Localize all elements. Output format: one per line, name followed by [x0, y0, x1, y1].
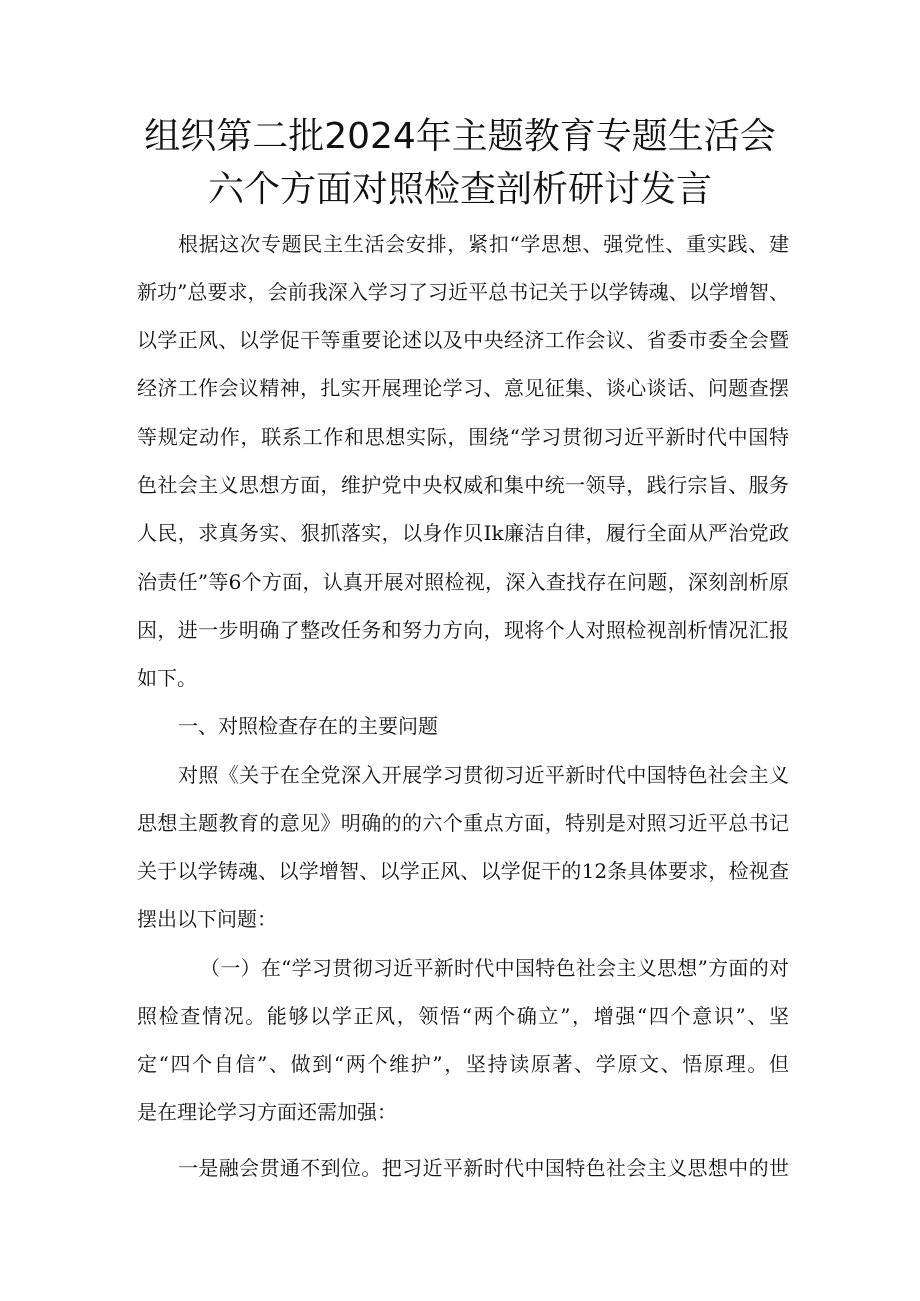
paragraph-line: 如下。 — [137, 666, 197, 690]
document-title-line-2: 六个方面对照检查剖析研讨发言 — [207, 169, 712, 210]
section-heading: 一、对照检查存在的主要问题 — [178, 714, 438, 738]
paragraph-line: 对照《关于在全党深入开展学习贯彻习近平新时代中国特色社会主义 — [178, 763, 789, 787]
paragraph-line: 照检查情况。能够以学正风，领悟“两个确立”，增强“四个意识”、坚 — [137, 1004, 789, 1028]
paragraph-line: 色社会主义思想方面，维护党中央权威和集中统一领导，践行宗旨、服务 — [137, 473, 789, 497]
paragraph-line: 是在理论学习方面还需加强： — [137, 1100, 397, 1124]
paragraph-line: 思想主题教育的意见》明确的的六个重点方面，特别是对照习近平总书记 — [137, 811, 789, 835]
paragraph-line: 根据这次专题民主生活会安排，紧扣“学思想、强党性、重实践、建 — [178, 232, 789, 256]
paragraph-line: 摆出以下问题： — [137, 907, 277, 931]
paragraph-line: 以学正风、以学促干等重要论述以及中央经济工作会议、省委市委全会暨 — [137, 328, 789, 352]
paragraph-line: 因，进一步明确了整改任务和努力方向，现将个人对照检视剖析情况汇报 — [137, 618, 789, 642]
paragraph-line: 等规定动作，联系工作和思想实际，围绕“学习贯彻习近平新时代中国特 — [137, 425, 789, 449]
paragraph-line: 新功”总要求，会前我深入学习了习近平总书记关于以学铸魂、以学增智、 — [137, 280, 789, 304]
paragraph-line: 经济工作会议精神，扎实开展理论学习、意见征集、谈心谈话、问题查摆 — [137, 376, 789, 400]
paragraph-line: 定“四个自信”、做到“两个维护”，坚持读原著、学原文、悟原理。但 — [137, 1052, 789, 1076]
paragraph-line: 治责任”等6个方面，认真开展对照检视，深入查找存在问题，深刻剖析原 — [137, 570, 789, 594]
document-title-line-1: 组织第二批2024年主题教育专题生活会 — [144, 116, 776, 157]
paragraph-line: 关于以学铸魂、以学增智、以学正风、以学促干的12条具体要求，检视查 — [137, 859, 789, 883]
paragraph-line: 一是融会贯通不到位。把习近平新时代中国特色社会主义思想中的世 — [178, 1156, 789, 1180]
paragraph-line: 人民，求真务实、狠抓落实，以身作贝Ik廉洁自律，履行全面从严治党政 — [137, 521, 789, 545]
paragraph-line: （一）在“学习贯彻习近平新时代中国特色社会主义思想”方面的对 — [200, 956, 789, 980]
